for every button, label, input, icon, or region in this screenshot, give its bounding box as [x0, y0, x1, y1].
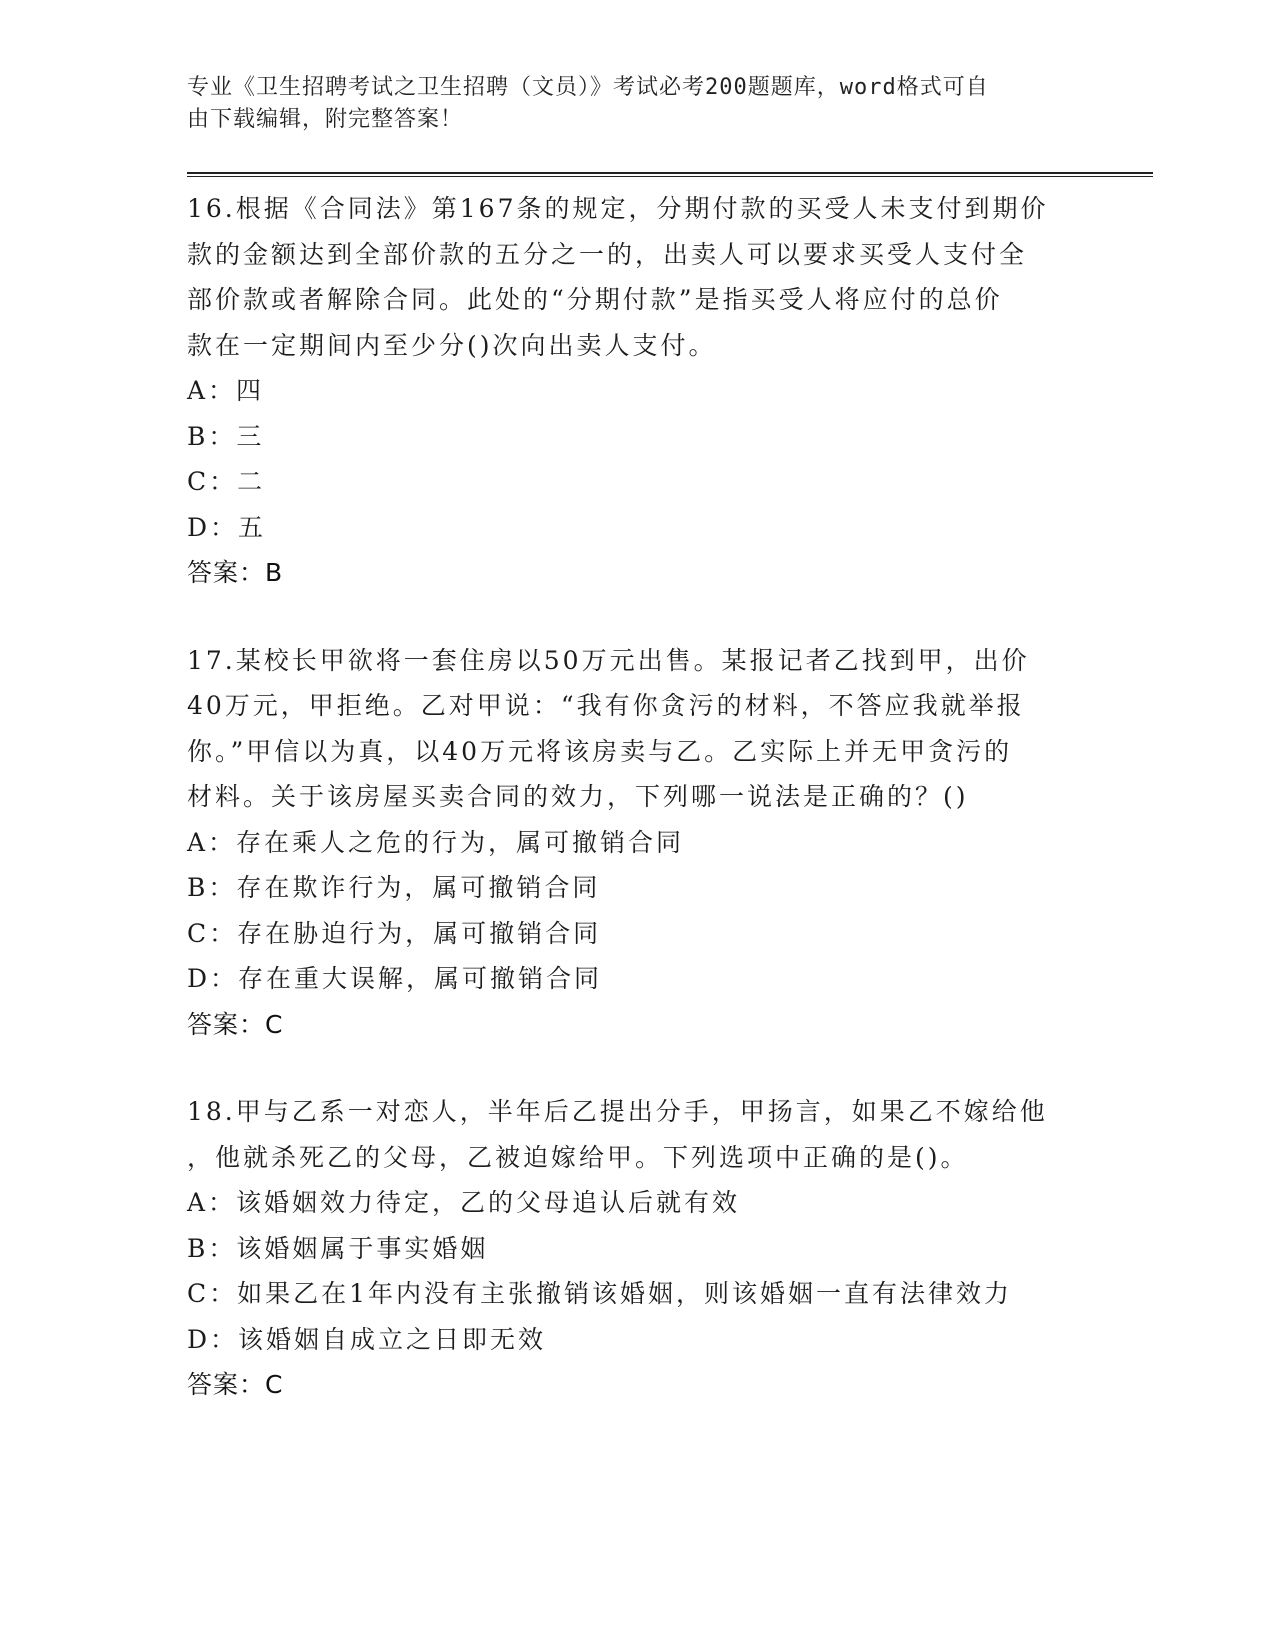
question-17-line-1: 17.某校长甲欲将一套住房以50万元出售。某报记者乙找到甲，出价 [187, 645, 1030, 675]
question-18 [187, 1089, 1087, 1408]
question-17-line-3: 你。”甲信以为真，以40万元将该房卖与乙。乙实际上并无甲贪污的 [187, 736, 1013, 766]
document-header [187, 72, 1067, 136]
question-list [187, 186, 1087, 1450]
question-18-line-2: ，他就杀死乙的父母，乙被迫嫁给甲。下列选项中正确的是()。 [187, 1142, 969, 1172]
question-16-answer: 答案：B [187, 558, 284, 587]
header-divider-bottom [187, 176, 1153, 177]
question-17-option-b: B：存在欺诈行为，属可撤销合同 [187, 873, 601, 902]
question-16-line-2: 款的金额达到全部价款的五分之一的，出卖人可以要求买受人支付全 [187, 239, 1028, 269]
question-17-answer: 答案：C [187, 1009, 284, 1039]
question-18-answer: 答案：C [187, 1370, 284, 1399]
question-18-option-a: A：该婚姻效力待定，乙的父母追认后就有效 [187, 1188, 741, 1217]
question-18-option-d: D：该婚姻自成立之日即无效 [187, 1324, 547, 1354]
question-18-option-b: B：该婚姻属于事实婚姻 [187, 1233, 489, 1263]
question-17-option-c: C：存在胁迫行为，属可撤销合同 [187, 918, 602, 948]
question-16-option-a: A：四 [187, 376, 265, 405]
question-16-line-3: 部价款或者解除合同。此处的“分期付款”是指买受人将应付的总价 [187, 285, 1003, 314]
question-16-option-b: B：三 [187, 421, 265, 451]
header-line-2: 由下载编辑，附完整答案！ [187, 107, 464, 132]
question-18-option-c: C：如果乙在1年内没有主张撤销该婚姻，则该婚姻一直有法律效力 [187, 1279, 1013, 1308]
question-16 [187, 186, 1087, 596]
question-16-line-4: 款在一定期间内至少分()次向出卖人支付。 [187, 330, 717, 360]
header-divider-top [187, 172, 1153, 174]
question-16-option-c: C：二 [187, 467, 266, 496]
question-18-line-1: 18.甲与乙系一对恋人，半年后乙提出分手，甲扬言，如果乙不嫁给他 [187, 1097, 1048, 1126]
question-17-option-a: A：存在乘人之危的行为，属可撤销合同 [187, 827, 685, 857]
question-16-option-d: D：五 [187, 512, 267, 542]
question-17 [187, 638, 1087, 1048]
question-17-line-4: 材料。关于该房屋买卖合同的效力，下列哪一说法是正确的？() [187, 782, 969, 811]
question-17-option-d: D：存在重大误解，属可撤销合同 [187, 964, 603, 993]
question-16-line-1: 16.根据《合同法》第167条的规定，分期付款的买受人未支付到期价 [187, 194, 1049, 223]
question-17-line-2: 40万元，甲拒绝。乙对甲说：“我有你贪污的材料，不答应我就举报 [187, 691, 1025, 720]
header-line-1: 专业《卫生招聘考试之卫生招聘（文员）》考试必考200题题库，word格式可自 [187, 75, 989, 100]
